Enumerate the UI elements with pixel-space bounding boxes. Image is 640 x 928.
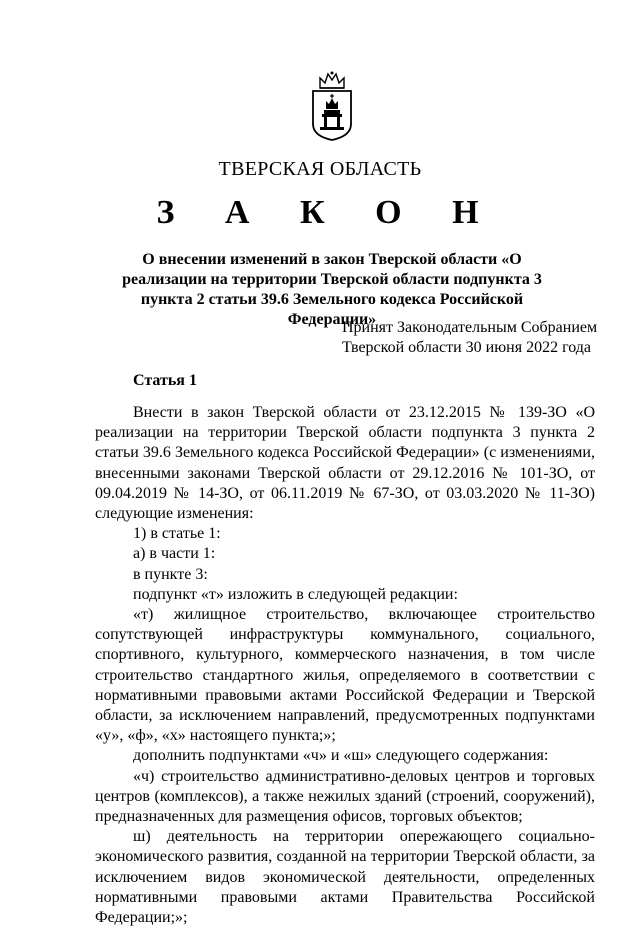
paragraph: а) в части 1:: [133, 545, 216, 563]
paragraph: в пункте 3:: [133, 565, 208, 583]
adoption-line-1: Принят Законодательным Собранием: [342, 319, 598, 336]
paragraph: дополнить подпунктами «ч» и «ш» следующего содержания:: [133, 747, 549, 765]
region-name: ТВЕРСКАЯ ОБЛАСТЬ: [218, 158, 422, 180]
paragraph: ш) деятельность на территории опережающего социально-экономического развития, созданной на территории Тверской области, за исключением видов экономической деятельности, определенных нормативными правовыми актами Правительства Российской Федерации;»;: [95, 828, 595, 927]
document-type: З А К О Н: [156, 194, 500, 231]
article-heading: Статья 1: [133, 372, 197, 389]
paragraph: подпункт «т» изложить в следующей редакции:: [133, 585, 458, 603]
paragraph: Внести в закон Тверской области от 23.12.2015 № 139-ЗО «О реализации на территории Тверской области подпункта 3 пункта 2 статьи 39.6 Земельного кодекса Российской Федерации» (с изменениями, внесенными законами Тверской области от 29.12.2016 № 101-ЗО, от 09.04.2019 № 14-ЗО, от 06.11.2019 № 67-ЗО, от 03.03.2020 № 11-ЗО) следующие изменения:: [95, 404, 595, 523]
law-title: О внесении изменений в закон Тверской области «О реализации на территории Тверской области подпункта 3 пункта 2 статьи 39.6 Земельного кодекса Российской Федерации»: [122, 251, 542, 328]
coat-of-arms-icon: [309, 70, 355, 142]
paragraph: «ч) строительство административно-деловых центров и торговых центров (комплексов), а также нежилых зданий (строений, сооружений), предназначенных для размещения офисов, торговых объектов;: [95, 767, 595, 826]
adoption-line-2: Тверской области 30 июня 2022 года: [342, 339, 592, 356]
adoption-note: [342, 318, 597, 358]
paragraph: 1) в статье 1:: [133, 525, 221, 543]
paragraph: «т) жилищное строительство, включающее строительство сопутствующей инфраструктуры коммунального, социального, спортивного, культурного, коммерческого назначения, в том числе строительство стандартного жилья, определяемого в соответствии с нормативными правовыми актами Российской Федерации и Тверской области, за исключением направлений, предусмотренных подпунктами «у», «ф», «х» настоящего пункта;»;: [95, 606, 595, 745]
article-body: [95, 403, 595, 928]
